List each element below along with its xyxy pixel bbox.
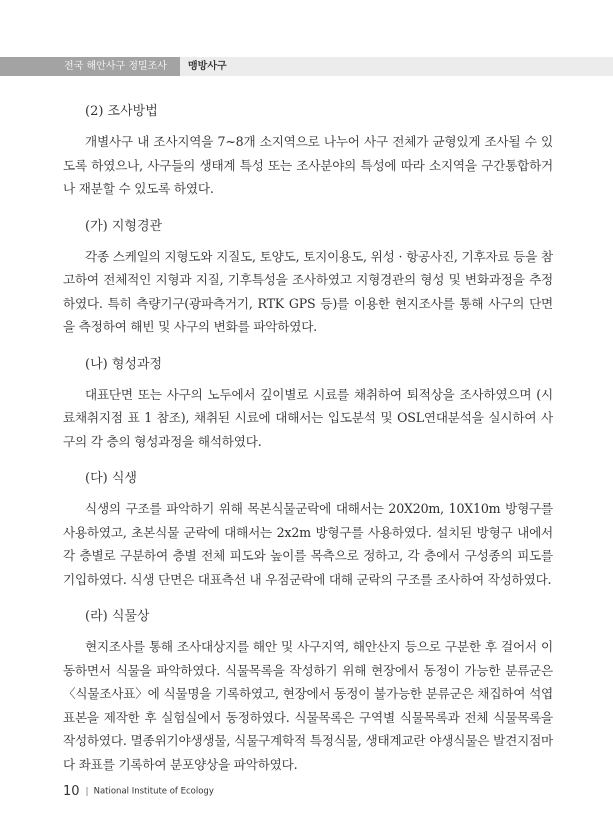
page-footer bbox=[63, 781, 214, 797]
page-number: 10 bbox=[63, 784, 80, 799]
running-header-section: 맹방사구 bbox=[188, 61, 227, 72]
section-paragraph: 대표단면 또는 사구의 노두에서 깊이별로 시료를 채취하여 퇴적상을 조사하였으며 (시료채취지점 표 1 참조), 채취된 시료에 대해서는 입도분석 및 OSL연대분석을 실시하여 사구의 각 층의 형성과정을 해석하였다. bbox=[63, 386, 553, 449]
section-heading: (가) 지형경관 bbox=[85, 218, 163, 234]
section-heading: (라) 식물상 bbox=[85, 609, 150, 624]
section-flora bbox=[63, 608, 553, 776]
section-formation bbox=[63, 356, 553, 454]
section-paragraph: 개별사구 내 조사지역을 7~8개 소지역으로 나누어 사구 전체가 균형있게 조사될 수 있도록 하였으나, 사구들의 생태계 특성 또는 조사분야의 특성에 따라 소지역을 구간통합하거나 재분할 수 있도록 하였다. bbox=[63, 134, 553, 196]
section-heading: (2) 조사방법 bbox=[85, 104, 158, 119]
section-heading: (다) 식생 bbox=[85, 471, 137, 486]
section-landform bbox=[63, 218, 553, 339]
section-survey-method bbox=[63, 103, 553, 201]
section-paragraph: 식생의 구조를 파악하기 위해 목본식물군락에 대해서는 20X20m, 10X10m 방형구를 사용하였고, 초본식물 군락에 대해서는 2x2m 방형구를 사용하였다. 설치된 방형구 내에서 각 층별로 구분하여 층별 전체 피도와 높이를 목측으로 정하고, 각 층에서 구성종의 피도를 기입하였다. 식생 단면은 대표측선 내 우점군락에 대해 군락의 구조를 조사하여 작성하였다. bbox=[63, 501, 553, 587]
running-header-title: 전국 해안사구 정밀조사 bbox=[0, 57, 180, 76]
document-body bbox=[63, 103, 553, 793]
footer-organization: National Institute of Ecology bbox=[93, 786, 214, 797]
section-paragraph: 각종 스케일의 지형도와 지질도, 토양도, 토지이용도, 위성 · 항공사진, 기후자료 등을 참고하여 전체적인 지형과 지질, 기후특성을 조사하였고 지형경관의 형성 및 변화과정을 추정하였다. 특히 측량기구(광파측거기, RTK GPS 등)를 이용한 현지조사를 통해 사구의 단면을 측정하여 해빈 및 사구의 변화를 파악하였다. bbox=[63, 248, 553, 334]
section-vegetation bbox=[63, 470, 553, 591]
footer-separator: | bbox=[85, 786, 89, 797]
section-paragraph: 현지조사를 통해 조사대상지를 해안 및 사구지역, 해안산지 등으로 구분한 후 걸어서 이동하면서 식물을 파악하였다. 식물목록을 작성하기 위해 현장에서 동정이 가능한 분류군은 〈식물조사표〉에 식물명을 기록하였고, 현장에서 동정이 불가능한 분류군은 채집하여 석엽표본을 제작한 후 실험실에서 동정하였다. 식물목록은 구역별 식물목록과 전체 식물목록을 작성하였다. 멸종위기야생생물, 식물구계학적 특정식물, 생태계교란 야생식물은 발견지점마다 좌표를 기록하여 분포양상을 파악하였다. bbox=[63, 639, 553, 772]
section-heading: (나) 형성과정 bbox=[85, 356, 163, 372]
